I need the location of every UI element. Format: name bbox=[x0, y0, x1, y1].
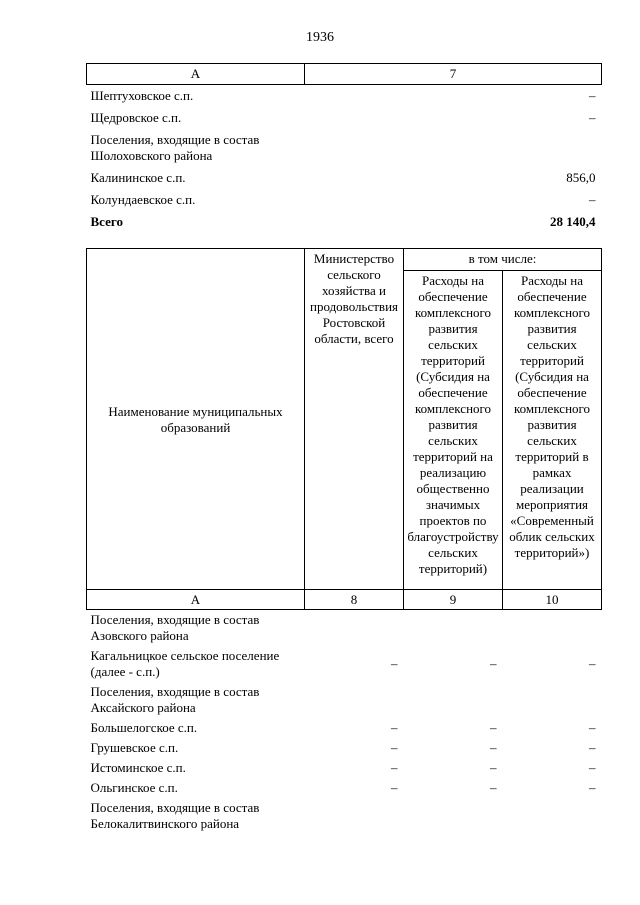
row-name: Поселения, входящие в состав Аксайского района bbox=[90, 684, 260, 715]
column-index-row bbox=[87, 590, 602, 610]
row-name: Щедровское с.п. bbox=[90, 110, 182, 125]
row-c10: – bbox=[589, 780, 596, 795]
row-name: Большелогское с.п. bbox=[90, 720, 198, 735]
row-c9 bbox=[404, 610, 503, 647]
header-col-7: 7 bbox=[305, 64, 602, 85]
row-value bbox=[305, 129, 602, 167]
row-c9: – bbox=[490, 720, 497, 735]
table-row bbox=[87, 107, 602, 129]
row-c8: – bbox=[391, 780, 398, 795]
row-c8: – bbox=[391, 720, 398, 735]
row-value: – bbox=[589, 192, 596, 207]
index-10: 10 bbox=[503, 590, 602, 610]
table-row bbox=[87, 167, 602, 189]
row-c9 bbox=[404, 798, 503, 834]
index-8: 8 bbox=[305, 590, 404, 610]
row-value: – bbox=[589, 88, 596, 103]
row-name: Истоминское с.п. bbox=[90, 760, 186, 775]
table-row bbox=[87, 85, 602, 108]
row-c8 bbox=[305, 610, 404, 647]
row-value: 856,0 bbox=[566, 170, 596, 185]
table-header-row bbox=[87, 64, 602, 85]
table-header-row bbox=[87, 249, 602, 271]
row-c9: – bbox=[490, 656, 497, 671]
row-c10: – bbox=[589, 720, 596, 735]
header-col-a: А bbox=[87, 64, 305, 85]
row-name: Поселения, входящие в состав Азовского района bbox=[90, 612, 260, 643]
table-row bbox=[87, 610, 602, 647]
row-name: Поселения, входящие в состав Шолоховского района bbox=[90, 132, 260, 163]
row-name: Поселения, входящие в состав Белокалитвинского района bbox=[90, 800, 260, 831]
header-expense-2: Расходы на обеспечение комплексного развития сельских территорий (Субсидия на обеспечение комплексного развития сельских территорий в рамках реализации мероприятия «Современный облик сельских территорий») bbox=[503, 271, 602, 590]
row-c8: – bbox=[391, 760, 398, 775]
table-row bbox=[87, 189, 602, 211]
row-name: Калининское с.п. bbox=[90, 170, 186, 185]
page-number: 1936 bbox=[306, 30, 334, 45]
row-c10: – bbox=[589, 656, 596, 671]
row-c10 bbox=[503, 798, 602, 834]
header-including: в том числе: bbox=[404, 249, 602, 271]
row-name: Колундаевское с.п. bbox=[90, 192, 196, 207]
table-row bbox=[87, 778, 602, 798]
row-name: Ольгинское с.п. bbox=[90, 780, 178, 795]
row-c9 bbox=[404, 682, 503, 718]
index-9: 9 bbox=[404, 590, 503, 610]
table-row bbox=[87, 738, 602, 758]
row-value: – bbox=[589, 110, 596, 125]
row-c9: – bbox=[490, 780, 497, 795]
table-row bbox=[87, 646, 602, 682]
table-row bbox=[87, 682, 602, 718]
row-name: Грушевское с.п. bbox=[90, 740, 179, 755]
row-c10 bbox=[503, 610, 602, 647]
row-c10 bbox=[503, 682, 602, 718]
table-continuation bbox=[86, 63, 602, 233]
table-row bbox=[87, 758, 602, 778]
row-c9: – bbox=[490, 760, 497, 775]
row-c10: – bbox=[589, 740, 596, 755]
table-main bbox=[86, 248, 602, 834]
total-label: Всего bbox=[90, 214, 123, 229]
row-c9: – bbox=[490, 740, 497, 755]
header-ministry-total: Министерство сельского хозяйства и продовольствия Ростовской области, всего bbox=[305, 249, 404, 590]
row-c10: – bbox=[589, 760, 596, 775]
index-a: А bbox=[87, 590, 305, 610]
total-row bbox=[87, 211, 602, 233]
table-row bbox=[87, 129, 602, 167]
header-expense-1: Расходы на обеспечение комплексного развития сельских территорий (Субсидия на обеспечение комплексного развития сельских территорий на реализацию общественно значимых проектов по благоустройству сельских территорий) bbox=[404, 271, 503, 590]
row-c8: – bbox=[391, 656, 398, 671]
row-c8 bbox=[305, 682, 404, 718]
row-c8 bbox=[305, 798, 404, 834]
row-name: Шептуховское с.п. bbox=[90, 88, 194, 103]
header-municipality: Наименование муниципальных образований bbox=[87, 249, 305, 590]
total-value: 28 140,4 bbox=[550, 214, 596, 229]
row-name: Кагальницкое сельское поселение (далее - с.п.) bbox=[90, 648, 280, 679]
row-c8: – bbox=[391, 740, 398, 755]
table-row bbox=[87, 798, 602, 834]
table-row bbox=[87, 718, 602, 738]
